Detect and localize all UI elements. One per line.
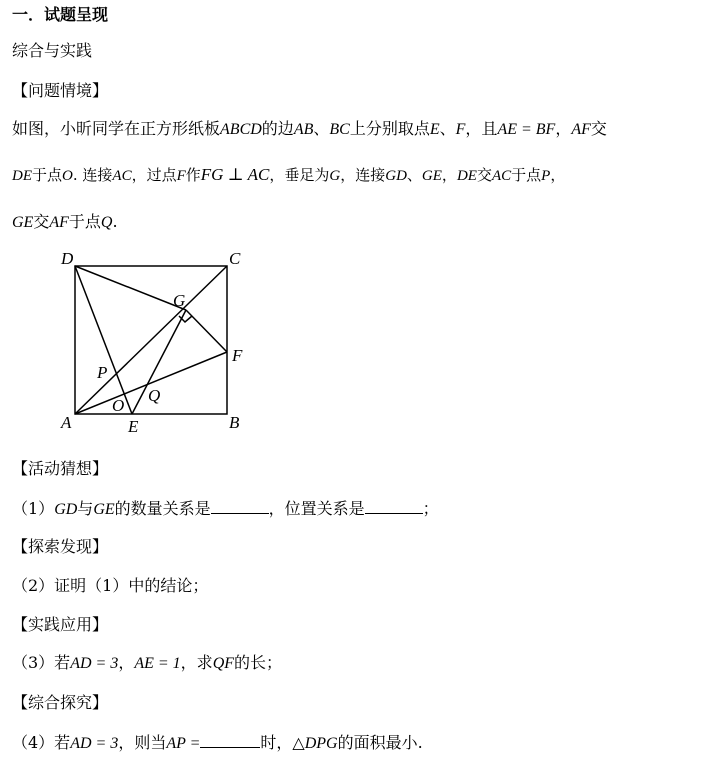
segment-de (75, 266, 132, 414)
problem-heading: 【问题情境】 (12, 81, 109, 100)
section-title: 一．试题呈现 (12, 5, 109, 24)
segment-gd (75, 266, 186, 310)
label-e: E (128, 417, 139, 436)
answer-blank-position[interactable] (365, 497, 423, 514)
problem-line-1: 如图，小昕同学在正方形纸板ABCD的边AB、BC上分别取点E、F，且AE = BF，AF交 (12, 119, 607, 138)
answer-blank-quantity[interactable] (211, 497, 269, 514)
question-1: （1）GD与GE的数量关系是 ，位置关系是 ； (12, 499, 439, 518)
practice-heading: 【实践应用】 (12, 615, 109, 634)
label-b: B (229, 413, 240, 432)
problem-line-3: GE交AF于点Q. (12, 212, 118, 231)
label-g: G (173, 291, 186, 310)
explore-heading: 【探索发现】 (12, 537, 109, 556)
subtitle: 综合与实践 (12, 41, 93, 60)
label-p: P (97, 363, 108, 382)
label-a: A (61, 413, 72, 432)
geometry-figure (55, 248, 255, 438)
activity-heading: 【活动猜想】 (12, 459, 109, 478)
question-4: （4）若AD = 3，则当AP = 时，△DPG的面积最小. (12, 733, 423, 752)
comprehensive-heading: 【综合探究】 (12, 693, 109, 712)
label-q: Q (148, 386, 161, 405)
answer-blank-ap[interactable] (200, 731, 260, 748)
label-o: O (112, 396, 125, 415)
question-3: （3）若AD = 3，AE = 1，求QF的长； (12, 653, 283, 672)
problem-line-2: DE于点O. 连接AC，过点F作FG ⊥ AC，垂足为G，连接GD、GE，DE交AC于点P， (12, 165, 566, 184)
label-c: C (229, 249, 241, 268)
label-f: F (232, 346, 243, 365)
question-2: （2）证明（1）中的结论； (12, 576, 209, 595)
label-d: D (61, 249, 74, 268)
